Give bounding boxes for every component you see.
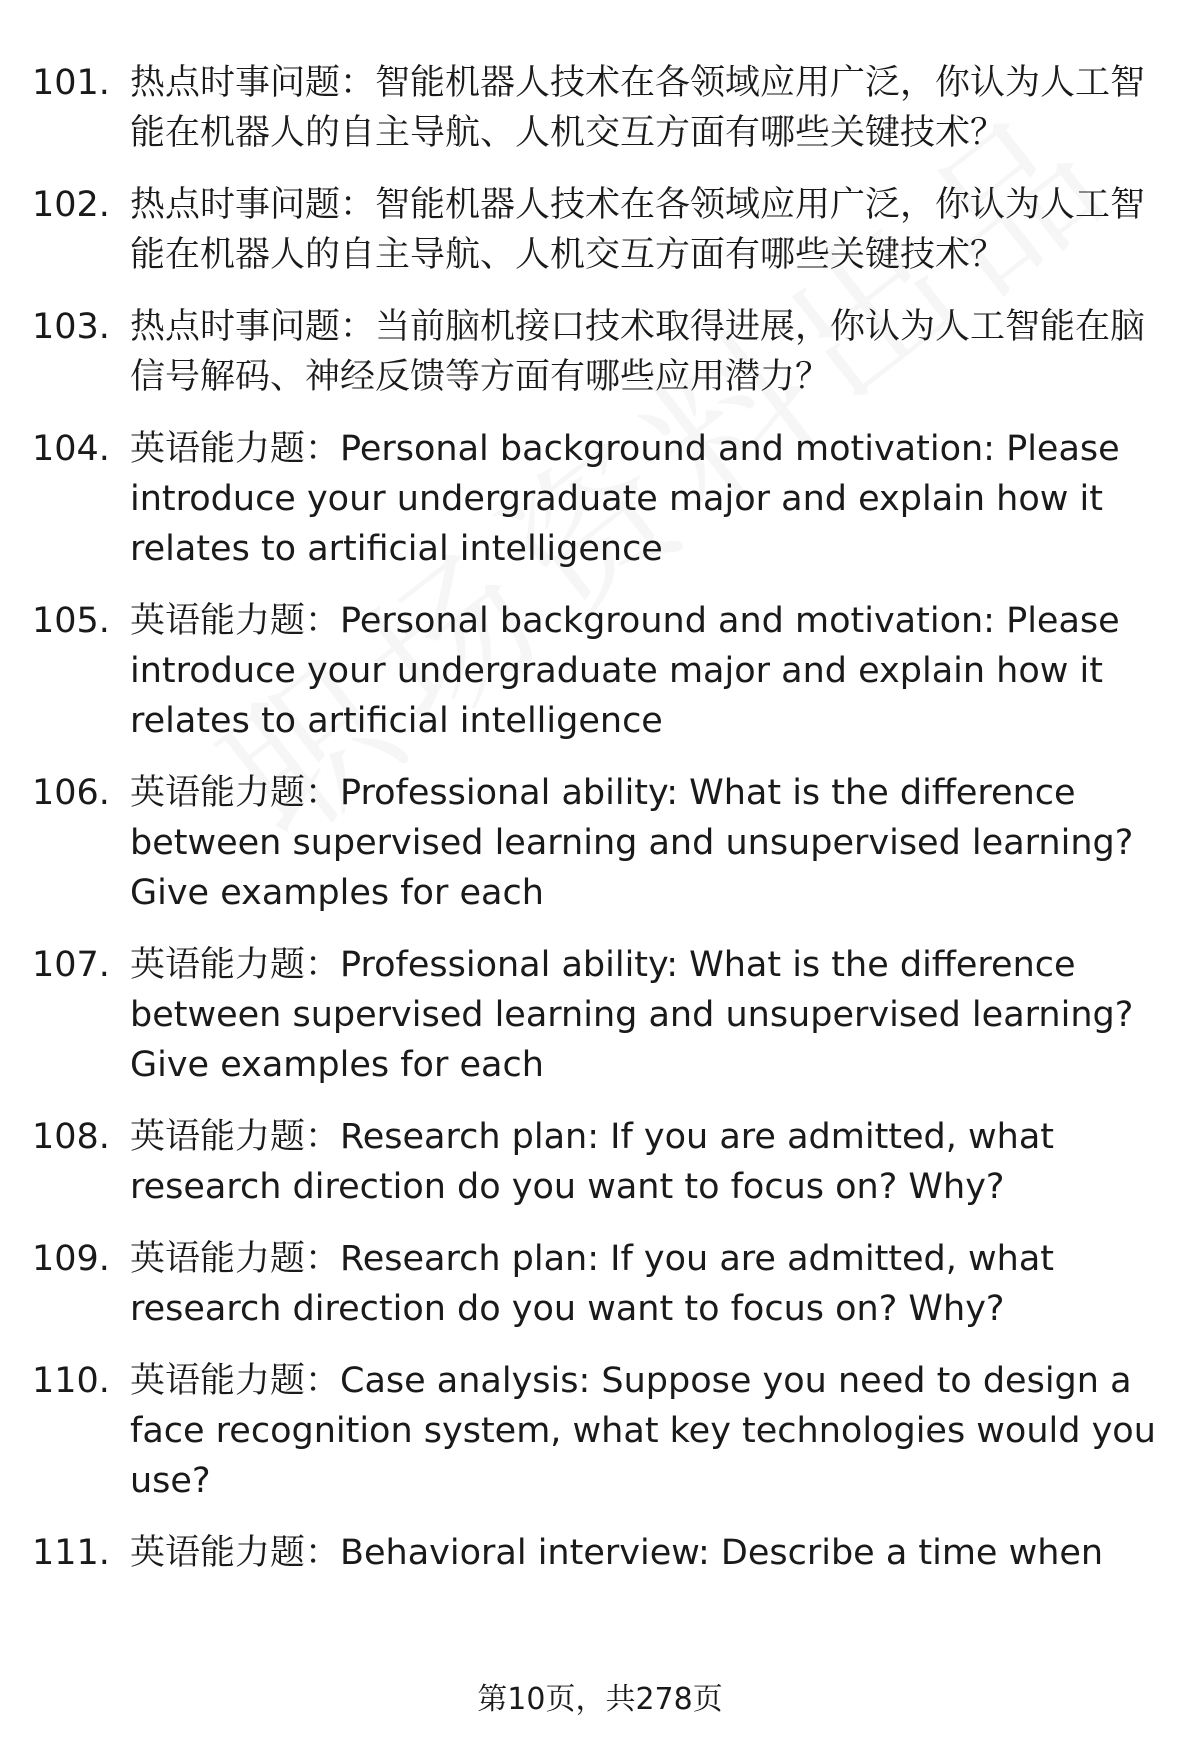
question-item xyxy=(32,596,1162,746)
question-number: 108. xyxy=(32,1117,110,1157)
question-number: 104. xyxy=(32,429,110,469)
question-number: 106. xyxy=(32,773,110,813)
question-text: 英语能力题：Personal background and motivation: Please introduce your undergraduate major and explain how it relates to artificial intelligence xyxy=(130,429,1120,569)
question-text: 英语能力题：Professional ability: What is the difference between supervised learning and unsupervised learning? Give examples for each xyxy=(130,773,1134,913)
question-item xyxy=(32,1528,1162,1578)
question-item xyxy=(32,58,1162,158)
page-footer: 第10页，共278页 xyxy=(477,1682,723,1717)
question-number: 105. xyxy=(32,601,110,641)
question-list xyxy=(32,58,1162,1600)
question-text: 热点时事问题：智能机器人技术在各领域应用广泛，你认为人工智能在机器人的自主导航、人机交互方面有哪些关键技术？ xyxy=(130,185,1146,275)
question-number: 110. xyxy=(32,1361,110,1401)
question-text: 英语能力题：Research plan: If you are admitted, what research direction do you want to focus on? Why? xyxy=(130,1239,1054,1329)
question-item xyxy=(32,1356,1162,1506)
question-text: 英语能力题：Professional ability: What is the difference between supervised learning and unsupervised learning? Give examples for each xyxy=(130,945,1134,1085)
question-number: 111. xyxy=(32,1533,110,1573)
question-item xyxy=(32,1234,1162,1334)
question-text: 英语能力题：Research plan: If you are admitted, what research direction do you want to focus on? Why? xyxy=(130,1117,1054,1207)
question-item xyxy=(32,1112,1162,1212)
question-text: 英语能力题：Behavioral interview: Describe a time when xyxy=(130,1533,1104,1573)
question-number: 101. xyxy=(32,63,110,103)
question-text: 英语能力题：Case analysis: Suppose you need to design a face recognition system, what key technologies would you use? xyxy=(130,1361,1156,1501)
question-number: 107. xyxy=(32,945,110,985)
question-text: 热点时事问题：智能机器人技术在各领域应用广泛，你认为人工智能在机器人的自主导航、人机交互方面有哪些关键技术？ xyxy=(130,63,1146,153)
question-item xyxy=(32,424,1162,574)
question-item xyxy=(32,180,1162,280)
question-item xyxy=(32,302,1162,402)
question-item xyxy=(32,940,1162,1090)
question-text: 英语能力题：Personal background and motivation: Please introduce your undergraduate major and explain how it relates to artificial intelligence xyxy=(130,601,1120,741)
question-item xyxy=(32,768,1162,918)
question-number: 102. xyxy=(32,185,110,225)
question-number: 103. xyxy=(32,307,110,347)
question-number: 109. xyxy=(32,1239,110,1279)
question-text: 热点时事问题：当前脑机接口技术取得进展，你认为人工智能在脑信号解码、神经反馈等方面有哪些应用潜力？ xyxy=(130,307,1146,397)
